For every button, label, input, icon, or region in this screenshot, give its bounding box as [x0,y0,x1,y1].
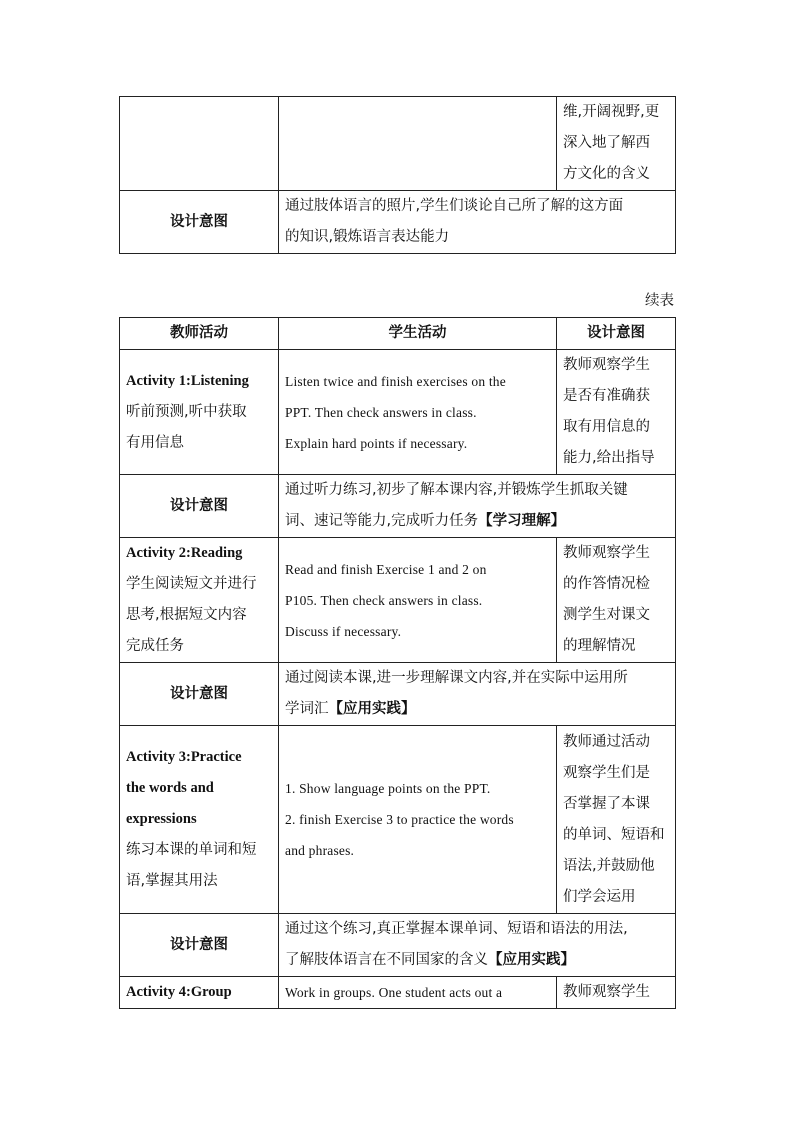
main-table [119,317,676,1009]
table-row [120,977,676,1009]
intent-line: 深入地了解西 [563,135,650,151]
top-table [119,96,676,254]
text-line: Discuss if necessary. [285,623,402,639]
text-line: 是否有准确获 [563,388,650,404]
student-cell [279,977,557,1009]
text-line: and phrases. [285,843,355,858]
text-line: 的作答情况检 [563,576,650,592]
activity-title: Activity 2:Reading [126,545,243,561]
student-cell [279,538,557,663]
text-line: 教师通过活动 [563,733,650,750]
design-intent-label: 设计意图 [120,914,279,977]
text-line: 能力,给出指导 [563,450,655,466]
intent-cell [557,726,676,914]
category-tag: 【应用实践】 [328,701,416,717]
design-intent-label: 设计意图 [120,191,279,254]
table-row [120,350,676,475]
design-intent-text [279,191,676,254]
text-line: Work in groups. One student acts out a [285,985,503,1000]
text-line [285,694,669,725]
text-line: 完成任务 [126,638,184,654]
header-student: 学生活动 [279,318,557,350]
text-line: 的理解情况 [563,638,636,654]
text-line: 们学会运用 [563,888,636,905]
text-line [285,945,669,976]
teacher-cell [120,726,279,914]
table-row [120,97,676,191]
table-row [120,191,676,254]
activity-title: Activity 1:Listening [126,372,249,389]
activity-title: Activity 3:Practice [126,749,242,765]
text-line: 有用信息 [126,434,184,451]
text-line: 练习本课的单词和短 [126,842,257,858]
intent-cell [557,977,676,1009]
text-line: 的单词、短语和 [563,826,665,843]
text-line: 否掌握了本课 [563,795,650,812]
text-line: PPT. Then check answers in class. [285,404,477,420]
empty-cell [279,97,557,191]
intent-cell [557,538,676,663]
teacher-cell [120,350,279,475]
category-tag: 【学习理解】 [478,513,566,529]
continued-label: 续表 [645,293,674,309]
design-intent-text [279,914,676,977]
text-line: 思考,根据短文内容 [126,607,247,623]
text-line: P105. Then check answers in class. [285,592,483,608]
text-line: 1. Show language points on the PPT. [285,781,491,796]
text-line: 教师观察学生 [563,545,650,561]
table-row [120,475,676,538]
table-row [120,914,676,977]
category-tag: 【应用实践】 [488,952,575,968]
table-row [120,726,676,914]
text-line: 通过听力练习,初步了解本课内容,并锻炼学生抓取关键 [285,482,628,498]
header-teacher: 教师活动 [120,318,279,350]
activity-title: the words and [126,780,214,796]
header-row [120,318,676,350]
text-line: 取有用信息的 [563,419,650,435]
text-line: 语法,并鼓励他 [563,857,655,874]
text-line: 教师观察学生 [563,357,650,373]
text-line: 语,掌握其用法 [126,873,218,889]
table-row [120,663,676,726]
text-span: 词、速记等能力,完成听力任务 [285,513,479,529]
text-line: 通过阅读本课,进一步理解课文内容,并在实际中运用所 [285,670,628,686]
text-line: 通过这个练习,真正掌握本课单词、短语和语法的用法, [285,921,628,937]
teacher-cell [120,538,279,663]
text-line: 教师观察学生 [563,984,650,1000]
intent-cell [557,350,676,475]
text-line: Read and finish Exercise 1 and 2 on [285,561,487,577]
design-intent-text [279,475,676,538]
activity-title: Activity 4:Group [126,984,232,1000]
text-line: Listen twice and finish exercises on the [285,373,506,389]
text-line: 听前预测,听中获取 [126,403,247,420]
text-line: 测学生对课文 [563,607,650,623]
text-line: 的知识,锻炼语言表达能力 [285,229,450,245]
text-line: 学生阅读短文并进行 [126,576,257,592]
student-cell [279,726,557,914]
design-intent-text [279,663,676,726]
student-cell [279,350,557,475]
intent-line: 方文化的含义 [563,166,650,182]
text-line: 2. finish Exercise 3 to practice the words [285,812,514,827]
text-line: 通过肢体语言的照片,学生们谈论自己所了解的这方面 [285,198,624,214]
text-span: 了解肢体语言在不同国家的含义 [285,952,488,968]
header-intent: 设计意图 [557,318,676,350]
text-span: 学词汇 [285,701,329,717]
intent-line: 维,开阔视野,更 [563,104,660,120]
text-line: Explain hard points if necessary. [285,435,468,451]
table-row [120,538,676,663]
text-line [285,506,669,537]
text-line: 观察学生们是 [563,764,650,781]
intent-cell [557,97,676,191]
teacher-cell [120,977,279,1009]
empty-cell [120,97,279,191]
design-intent-label: 设计意图 [120,475,279,538]
design-intent-label: 设计意图 [120,663,279,726]
activity-title: expressions [126,811,197,827]
